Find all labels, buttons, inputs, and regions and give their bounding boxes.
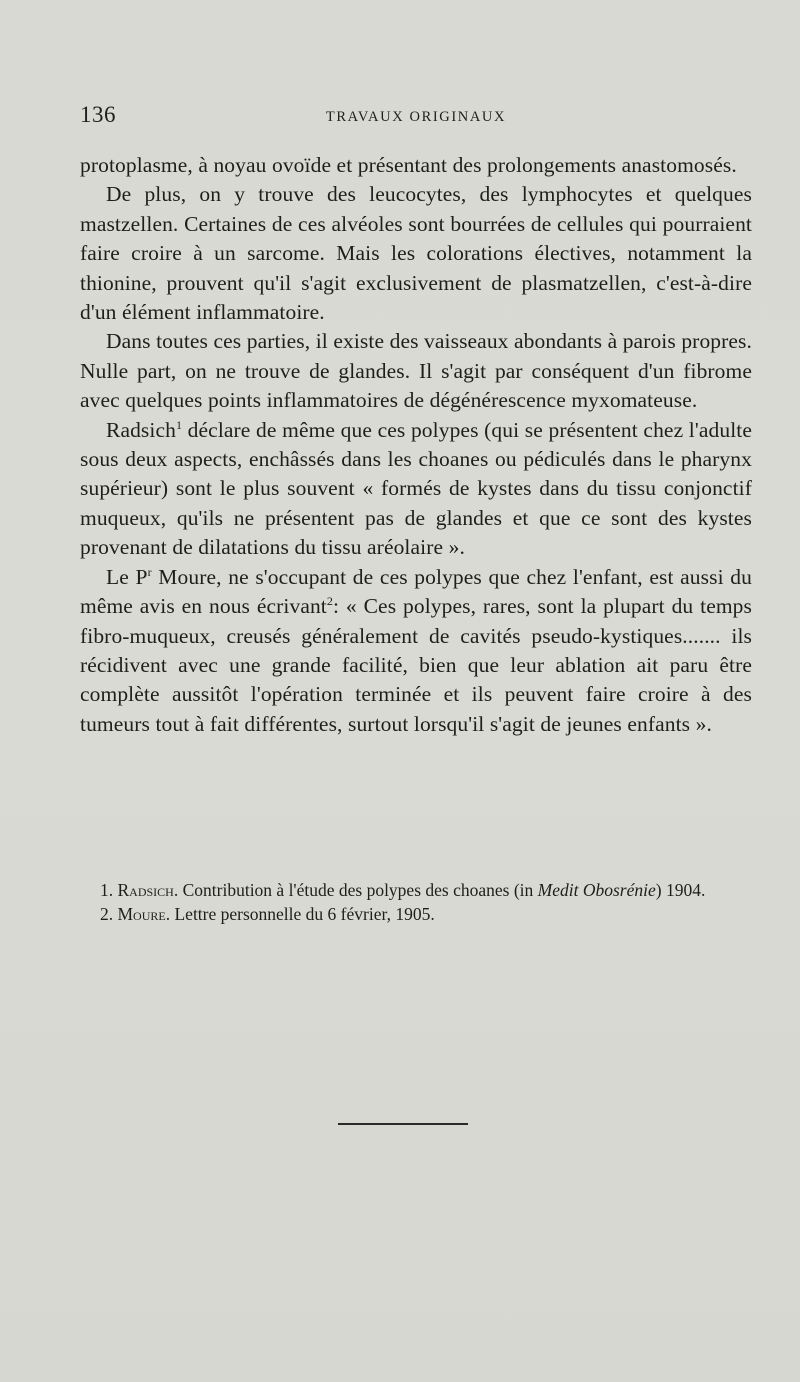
page-number: 136: [80, 102, 116, 127]
paragraph-4: [80, 416, 752, 563]
body-text: [80, 151, 752, 739]
paragraph-5-text-b: : « Ces polypes, rares, sont la plupart du temps fibro-muqueux, creusés généralement de cavités pseudo-kystiques....... ils récidivent avec une grande facilité, bien que leur ablation ait paru être complète aussitôt l'opération terminée et ils peuvent faire croire à des tumeurs tout à fait différentes, surtout lorsqu'il s'agit de jeunes enfants ».: [80, 594, 752, 736]
paragraph-3-text: Dans toutes ces parties, il existe des vaisseaux abondants à parois propres. Nulle part, on ne trouve de glandes. Il s'agit par conséquent d'un fibrome avec quelques points inflammatoires de dégénérescence myxomateuse.: [80, 329, 752, 413]
paragraph-5-lead: Le P: [106, 564, 148, 589]
footnote-1-end: ) 1904.: [655, 880, 706, 900]
page-header: [80, 102, 752, 132]
paragraph-2-text: De plus, on y trouve des leucocytes, des lymphocytes et quelques mastzellen. Certaines de ces alvéoles sont bourrées de cellules qui pourraient faire croire à un sarcome. Mais les colorations électives, notamment la thionine, prouvent qu'il s'agit exclusivement de plasmatzellen, c'est-à-dire d'un élément inflammatoire.: [80, 182, 752, 325]
paragraph-5-text-a: Moure, ne s'occupant de ces polypes que chez l'enfant, est aussi du même avis en nous écrivant: [80, 564, 752, 619]
footnote-1-author: Radsich.: [117, 880, 179, 900]
footnote-ref-1: 1: [175, 417, 183, 432]
paragraph-2: [80, 180, 752, 327]
footnote-1: [80, 878, 752, 902]
footnote-1-text: Contribution à l'étude des polypes des choanes (in: [178, 880, 538, 900]
footnote-1-number: 1.: [100, 880, 114, 900]
author-name-radsich: Radsich: [106, 417, 176, 442]
footnote-ref-2: 2: [326, 593, 333, 608]
footnote-2: [80, 902, 752, 926]
paragraph-1: [80, 151, 752, 180]
paragraph-5: [80, 563, 752, 739]
paragraph-1-text: protoplasme, à noyau ovoïde et présentant des prolongements anastomosés.: [80, 153, 737, 177]
running-title: TRAVAUX ORIGINAUX: [325, 109, 507, 125]
professor-abbrev-sup: r: [147, 564, 152, 579]
section-end-rule: [338, 1123, 468, 1125]
footnotes: [80, 878, 752, 926]
footnote-1-journal: Medit Obosrénie: [537, 880, 656, 900]
paragraph-3: [80, 327, 752, 415]
paragraph-4-text: déclare de même que ces polypes (qui se présentent chez l'adulte sous deux aspects, enchâssés dans les choanes ou pédiculés dans le pharynx supérieur) sont le plus souvent « formés de kystes dans du tissu conjonctif muqueux, qu'ils ne présentent pas de glandes et que ce sont des kystes provenant de dilatations du tissu aréolaire ».: [80, 417, 752, 560]
footnote-2-author: Moure.: [117, 904, 171, 924]
footnote-2-number: 2.: [100, 904, 114, 924]
footnote-2-text: Lettre personnelle du 6 février, 1905.: [170, 904, 435, 924]
